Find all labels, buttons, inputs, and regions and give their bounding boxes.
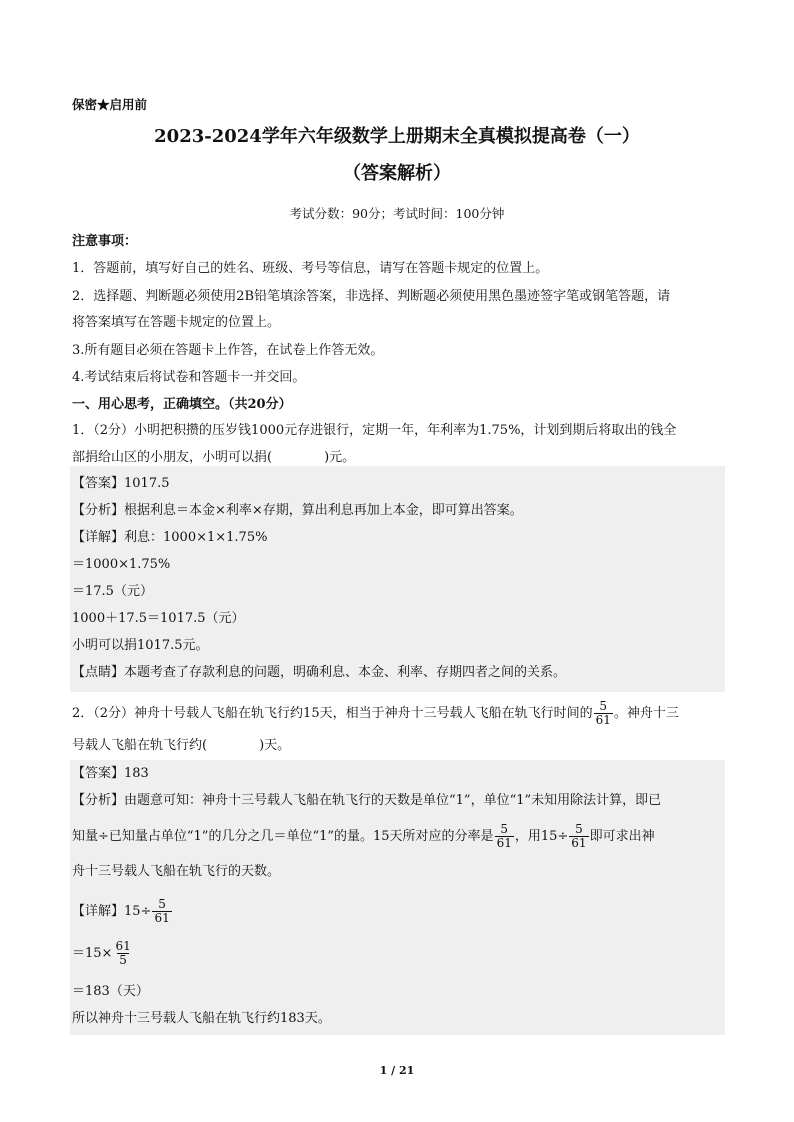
q1-comment: 【点睛】本题考查了存款利息的问题，明确利息、本金、利率、存期四者之间的关系。 [72,665,567,680]
q1-analysis: 【分析】根据利息＝本金×利率×存期，算出利息再加上本金，即可算出答案。 [72,503,523,518]
q2-detail-1 [72,898,173,925]
q2-detail-3: ＝183（天） [72,984,149,999]
page-number: 1 / 21 [379,1064,415,1077]
notice-item-1: 1．答题前，填写好自己的姓名、班级、考号等信息，请写在答题卡规定的位置上。 [72,261,549,276]
question-2-line-1 [72,700,679,727]
notice-item-3: 3.所有题目必须在答题卡上作答，在试卷上作答无效。 [72,343,384,358]
q2-analysis-1: 【分析】由题意可知：神舟十三号载人飞船在轨飞行的天数是单位“1”，单位“1”未知用除法计算，即已 [72,793,662,808]
q2-answer: 【答案】183 [72,766,149,781]
notice-heading: 注意事项： [72,234,138,249]
fraction [594,700,613,727]
q2-detail2-text: ＝15× [72,946,113,961]
q2-analysis2-mid: ，用15÷ [514,829,569,844]
fraction-numerator: 5 [575,822,583,836]
page-subtitle: （答案解析） [343,163,451,184]
exam-info: 考试分数：90分；考试时间：100分钟 [289,206,505,221]
fraction [495,823,514,850]
q2-detail1-text: 【详解】15÷ [72,904,152,919]
q2-analysis2-tail: 即可求出神 [589,829,655,844]
q2-detail-2 [72,940,134,967]
fraction-denominator: 61 [571,836,587,850]
fraction-denominator: 61 [154,911,170,925]
fraction-numerator: 61 [115,939,131,953]
notice-item-4: 4.考试结束后将试卷和答题卡一并交回。 [72,370,306,385]
q2-line1-text: 2．（2分）神舟十号载人飞船在轨飞行约15天，相当于神舟十三号载人飞船在轨飞行时间的 [72,706,593,721]
question-1-line-1: 1．（2分）小明把积攒的压岁钱1000元存进银行，定期一年，年利率为1.75%，计划到期后将取出的钱全 [72,423,677,438]
fraction-numerator: 5 [599,699,608,713]
q2-analysis2-text: 知量÷已知量占单位“1”的几分之几＝单位“1”的量。15天所对应的分率是 [72,829,494,844]
answer-box-1 [70,466,725,692]
q2-analysis-2 [72,823,655,850]
q1-detail-2: ＝1000×1.75% [72,557,171,572]
fraction-numerator: 5 [158,897,166,911]
fraction [152,898,171,925]
fraction [113,940,132,967]
q1-detail-3: ＝17.5（元） [72,584,153,599]
fraction [569,823,588,850]
q1-detail-5: 小明可以捐1017.5元。 [72,638,209,653]
q1-answer: 【答案】1017.5 [72,476,170,491]
q2-line1-tail: 。神舟十三 [613,706,679,721]
q1-detail-4: 1000＋17.5＝1017.5（元） [72,611,245,626]
fraction-numerator: 5 [500,822,509,836]
fraction-denominator: 5 [119,953,127,967]
q2-detail-4: 所以神舟十三号载人飞船在轨飞行约183天。 [72,1011,331,1026]
question-2-line-2: 号载人飞船在轨飞行约( )天。 [72,738,291,753]
notice-item-2a: 2．选择题、判断题必须使用2B铅笔填涂答案，非选择、判断题必须使用黑色墨迹签字笔或钢笔答题，请 [72,289,671,304]
notice-item-2b: 将答案填写在答题卡规定的位置上。 [72,315,281,330]
q1-detail-1: 【详解】利息：1000×1×1.75% [72,530,268,545]
page-title: 2023-2024学年六年级数学上册期末全真模拟提高卷（一） [154,126,640,147]
q2-analysis-3: 舟十三号载人飞船在轨飞行的天数。 [72,864,281,879]
confidential-label: 保密★启用前 [72,97,148,112]
fraction-denominator: 61 [496,836,512,850]
question-1-line-2: 部捐给山区的小朋友，小明可以捐( )元。 [72,450,356,465]
section-heading: 一、用心思考，正确填空。（共20分） [72,397,292,412]
fraction-denominator: 61 [595,713,611,727]
